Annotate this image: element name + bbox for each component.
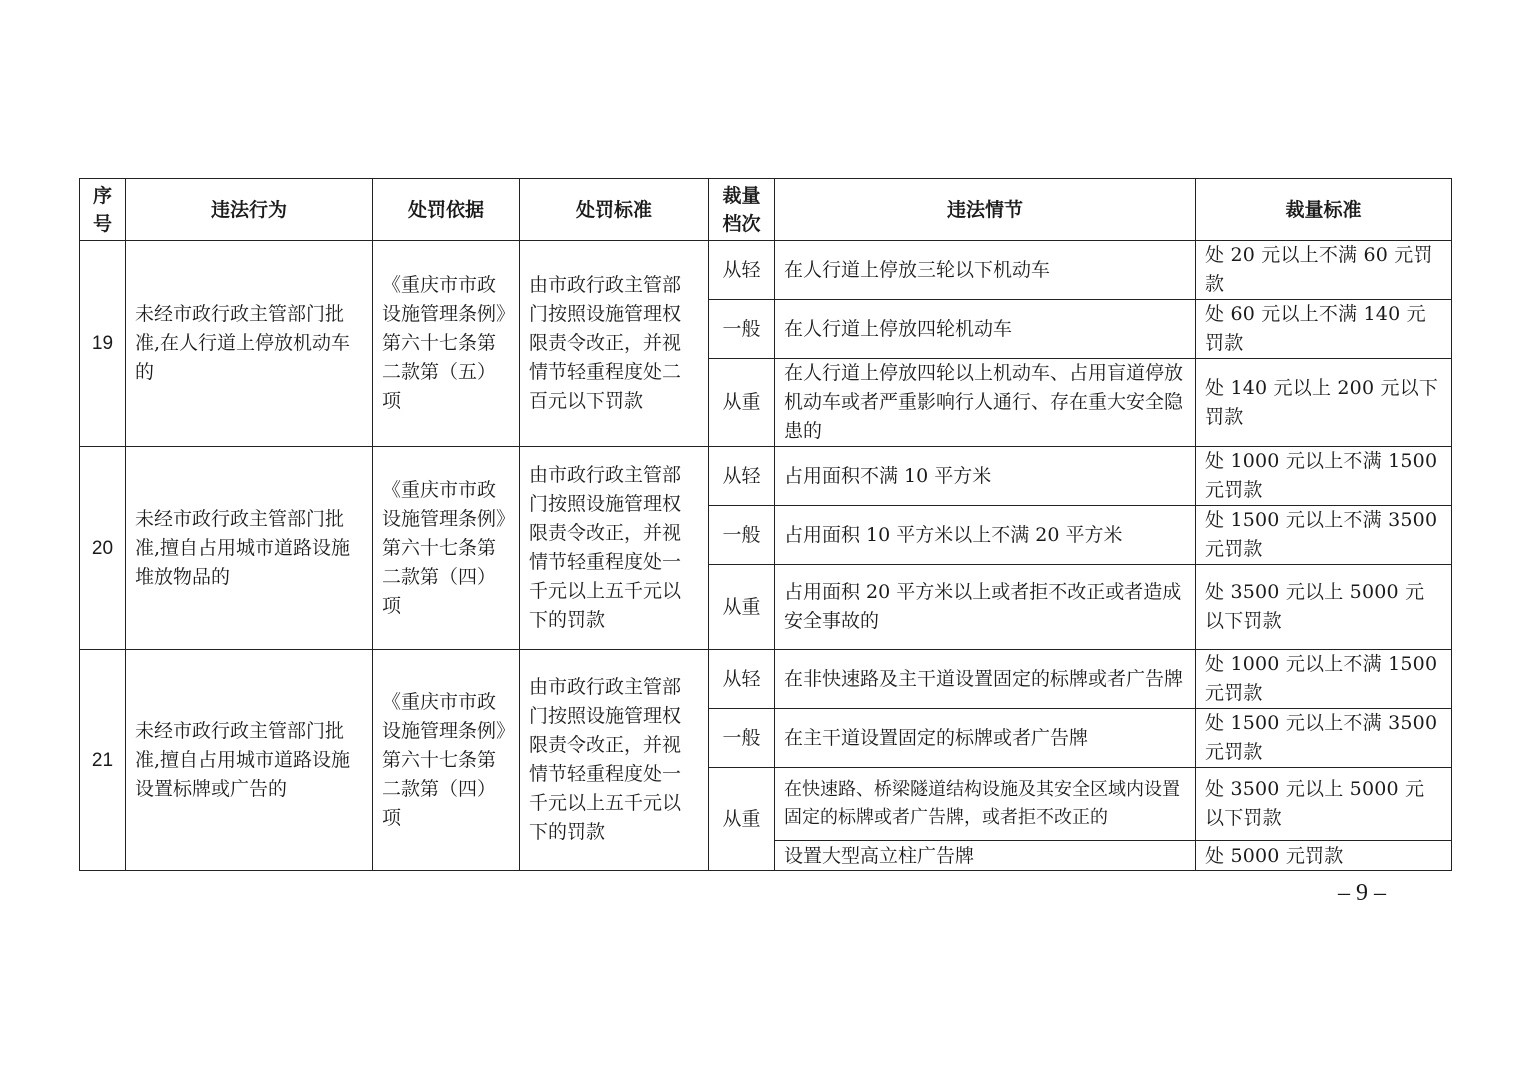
row-violation: 未经市政行政主管部门批准,擅自占用城市道路设施堆放物品的 bbox=[126, 447, 373, 650]
grade-level: 从轻 bbox=[709, 447, 775, 506]
row-violation: 未经市政行政主管部门批准,擅自占用城市道路设施设置标牌或广告的 bbox=[126, 650, 373, 871]
grade-standard: 处 1000 元以上不满 1500 元罚款 bbox=[1196, 447, 1452, 506]
grade-level: 一般 bbox=[709, 709, 775, 768]
grade-standard: 处 1000 元以上不满 1500 元罚款 bbox=[1196, 650, 1452, 709]
grade-circumstance: 在非快速路及主干道设置固定的标牌或者广告牌 bbox=[775, 650, 1196, 709]
row-penalty: 由市政行政主管部门按照设施管理权限责令改正，并视情节轻重程度处二百元以下罚款 bbox=[520, 241, 709, 447]
grade-circumstance: 占用面积不满 10 平方米 bbox=[775, 447, 1196, 506]
grade-circumstance: 在人行道上停放四轮以上机动车、占用盲道停放机动车或者严重影响行人通行、存在重大安全隐患的 bbox=[775, 359, 1196, 447]
grade-level: 从重 bbox=[709, 565, 775, 650]
grade-level: 从轻 bbox=[709, 650, 775, 709]
grade-standard: 处 1500 元以上不满 3500 元罚款 bbox=[1196, 709, 1452, 768]
grade-circumstance: 在主干道设置固定的标牌或者广告牌 bbox=[775, 709, 1196, 768]
header-row bbox=[80, 179, 1452, 241]
grade-level: 从轻 bbox=[709, 241, 775, 300]
grade-circumstance: 在人行道上停放四轮机动车 bbox=[775, 300, 1196, 359]
row-violation: 未经市政行政主管部门批准,在人行道上停放机动车的 bbox=[126, 241, 373, 447]
grade-standard: 处 20 元以上不满 60 元罚款 bbox=[1196, 241, 1452, 300]
grade-standard: 处 3500 元以上 5000 元以下罚款 bbox=[1196, 565, 1452, 650]
penalty-table bbox=[79, 178, 1452, 871]
table-row bbox=[80, 650, 1452, 709]
grade-circumstance: 在快速路、桥梁隧道结构设施及其安全区域内设置固定的标牌或者广告牌，或者拒不改正的 bbox=[775, 768, 1196, 841]
header-penalty: 处罚标准 bbox=[520, 179, 709, 241]
grade-level: 从重 bbox=[709, 359, 775, 447]
grade-standard: 处 3500 元以上 5000 元以下罚款 bbox=[1196, 768, 1452, 841]
grade-circumstance: 设置大型高立柱广告牌 bbox=[775, 841, 1196, 871]
header-discretion: 裁量标准 bbox=[1196, 179, 1452, 241]
table-row bbox=[80, 241, 1452, 300]
page-number: – 9 – bbox=[1338, 880, 1386, 906]
grade-level: 一般 bbox=[709, 506, 775, 565]
header-circumstance: 违法情节 bbox=[775, 179, 1196, 241]
grade-level: 一般 bbox=[709, 300, 775, 359]
row-penalty: 由市政行政主管部门按照设施管理权限责令改正，并视情节轻重程度处一千元以上五千元以下的罚款 bbox=[520, 650, 709, 871]
grade-standard: 处 140 元以上 200 元以下罚款 bbox=[1196, 359, 1452, 447]
header-violation: 违法行为 bbox=[126, 179, 373, 241]
grade-standard: 处 60 元以上不满 140 元罚款 bbox=[1196, 300, 1452, 359]
header-seq: 序号 bbox=[80, 179, 126, 241]
grade-standard: 处 1500 元以上不满 3500 元罚款 bbox=[1196, 506, 1452, 565]
row-seq: 19 bbox=[80, 241, 126, 447]
grade-level: 从重 bbox=[709, 768, 775, 871]
header-level: 裁量档次 bbox=[709, 179, 775, 241]
row-seq: 20 bbox=[80, 447, 126, 650]
row-basis: 《重庆市市政设施管理条例》第六十七条第二款第（四）项 bbox=[373, 650, 520, 871]
grade-circumstance: 占用面积 20 平方米以上或者拒不改正或者造成安全事故的 bbox=[775, 565, 1196, 650]
header-basis: 处罚依据 bbox=[373, 179, 520, 241]
grade-standard: 处 5000 元罚款 bbox=[1196, 841, 1452, 871]
row-penalty: 由市政行政主管部门按照设施管理权限责令改正，并视情节轻重程度处一千元以上五千元以下的罚款 bbox=[520, 447, 709, 650]
table-row bbox=[80, 447, 1452, 506]
row-basis: 《重庆市市政设施管理条例》第六十七条第二款第（五）项 bbox=[373, 241, 520, 447]
grade-circumstance: 占用面积 10 平方米以上不满 20 平方米 bbox=[775, 506, 1196, 565]
row-seq: 21 bbox=[80, 650, 126, 871]
grade-circumstance: 在人行道上停放三轮以下机动车 bbox=[775, 241, 1196, 300]
row-basis: 《重庆市市政设施管理条例》第六十七条第二款第（四）项 bbox=[373, 447, 520, 650]
